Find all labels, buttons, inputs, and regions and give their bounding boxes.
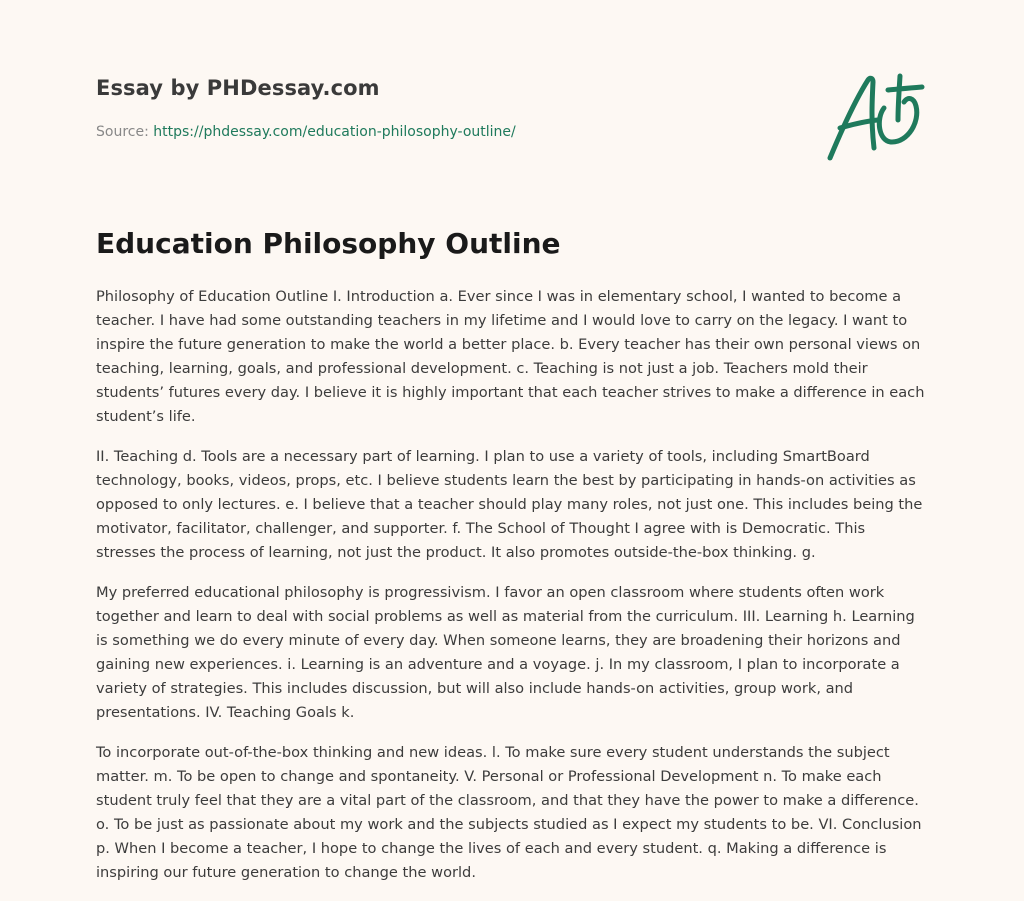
essay-paragraph: To incorporate out-of-the-box thinking and new ideas. l. To make sure every student understands the subject matter. m. To be open to change and spontaneity. V. Personal or Professional Development n. To make each student truly feel that they are a vital part of the classroom, and that they have the power to make a difference. o. To be just as passionate about my work and the subjects studied as I expect my students to be. VI. Conclusion p. When I become a teacher, I hope to change the lives of each and every student. q. Making a difference is inspiring our future generation to change the world. (96, 744, 922, 881)
source-line (96, 124, 516, 140)
essay-paragraph: My preferred educational philosophy is progressivism. I favor an open classroom where students often work together and learn to deal with social problems as well as material from the curriculum. III. Learning h. Learning is something we do every minute of every day. When someone learns, they are broadening their horizons and gaining new experiences. i. Learning is an adventure and a voyage. j. In my classroom, I plan to incorporate a variety of strategies. This includes discussion, but will also include hands-on activities, group work, and presentations. IV. Teaching Goals k. (96, 584, 915, 721)
essay-title: Education Philosophy Outline (96, 227, 561, 260)
source-label: Source: (96, 124, 149, 140)
essay-paragraph: Philosophy of Education Outline I. Introduction a. Ever since I was in elementary school, I wanted to become a teacher. I have had some outstanding teachers in my lifetime and I would love to carry on the legacy. I want to inspire the future generation to make the world a better place. b. Every teacher has their own personal views on teaching, learning, goals, and professional development. c. Teaching is not just a job. Teachers mold their students’ futures every day. I believe it is highly important that each teacher strives to make a difference in each student’s life. (96, 288, 925, 425)
a-plus-logo-icon (826, 68, 926, 164)
essay-paragraph: II. Teaching d. Tools are a necessary part of learning. I plan to use a variety of tools, including SmartBoard technology, books, videos, props, etc. I believe students learn the best by participating in hands-on activities as opposed to only lectures. e. I believe that a teacher should play many roles, not just one. This includes being the motivator, facilitator, challenger, and supporter. f. The School of Thought I agree with is Democratic. This stresses the process of learning, not just the product. It also promotes outside-the-box thinking. g. (96, 448, 923, 561)
essay-page (96, 0, 928, 881)
page-header (96, 0, 928, 200)
site-brand-title: Essay by PHDessay.com (96, 76, 380, 100)
source-link[interactable]: https://phdessay.com/education-philosophy-outline/ (153, 124, 516, 140)
essay-body (96, 285, 928, 901)
